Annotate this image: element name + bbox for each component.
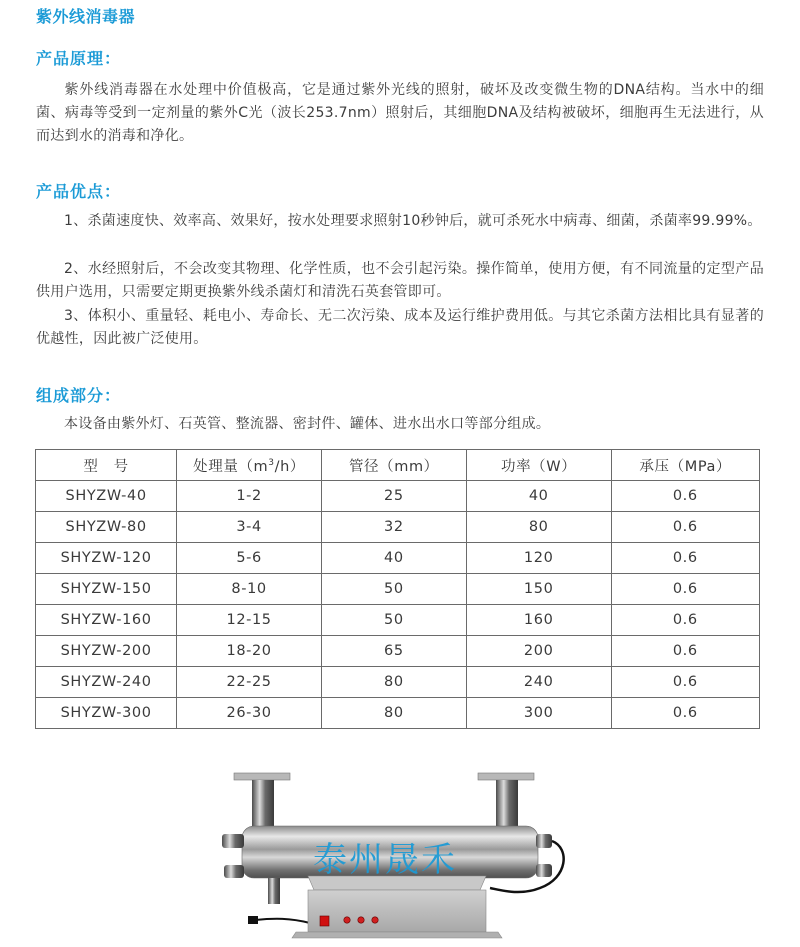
- components-text: 本设备由紫外灯、石英管、整流器、密封件、罐体、进水出水口等部分组成。: [64, 416, 551, 432]
- header-power: 功率（W）: [466, 450, 611, 481]
- table-row: SHYZW-40 1-2 25 40 0.6: [36, 481, 760, 512]
- advantage-item-1: 1、杀菌速度快、效率高、效果好，按水处理要求照射10秒钟后，就可杀死水中病毒、细菌，杀菌率99.99%。: [64, 213, 762, 229]
- table-row: SHYZW-200 18-20 65 200 0.6: [36, 636, 760, 667]
- header-pressure: 承压（MPa）: [611, 450, 759, 481]
- advantages-heading: 产品优点：: [36, 182, 122, 201]
- table-row: SHYZW-240 22-25 80 240 0.6: [36, 667, 760, 698]
- table-header-row: [36, 450, 760, 481]
- header-flow: 处理量$(m^3/h)$: [177, 450, 322, 481]
- principle-text: [36, 79, 764, 148]
- principle-heading: 产品原理：: [36, 49, 122, 68]
- advantage-item-2: 2、水经照射后，不会改变其物理、化学性质，也不会引起污染。操作简单，使用方便，有不同流量的定型产品供用户选用，只需要定期更换紫外线杀菌灯和清洗石英套管即可。: [36, 261, 764, 300]
- table-row: SHYZW-150 8-10 50 150 0.6: [36, 574, 760, 605]
- spec-table: [35, 449, 760, 729]
- table-row: SHYZW-160 12-15 50 160 0.6: [36, 605, 760, 636]
- header-model: 型 号: [36, 450, 177, 481]
- watermark-text: 泰州晟禾: [313, 840, 457, 880]
- header-diameter: 管径（mm）: [321, 450, 466, 481]
- advantage-item-3: 3、体积小、重量轻、耗电小、寿命长、无二次污染、成本及运行维护费用低。与其它杀菌方法相比具有显著的优越性，因此被广泛使用。: [36, 308, 764, 347]
- table-row: SHYZW-80 3-4 32 80 0.6: [36, 512, 760, 543]
- page-title: 紫外线消毒器: [36, 7, 136, 26]
- table-row: SHYZW-300 26-30 80 300 0.6: [36, 698, 760, 729]
- principle-body: 紫外线消毒器在水处理中价值极高，它是通过紫外光线的照射，破坏及改变微生物的DNA结构。当水中的细菌、病毒等受到一定剂量的紫外C光（波长253.7nm）照射后，其细胞DNA及结构被破坏，细胞再生无法进行，从而达到水的消毒和净化。: [36, 82, 764, 144]
- components-heading: 组成部分：: [36, 386, 122, 405]
- table-row: SHYZW-120 5-6 40 120 0.6: [36, 543, 760, 574]
